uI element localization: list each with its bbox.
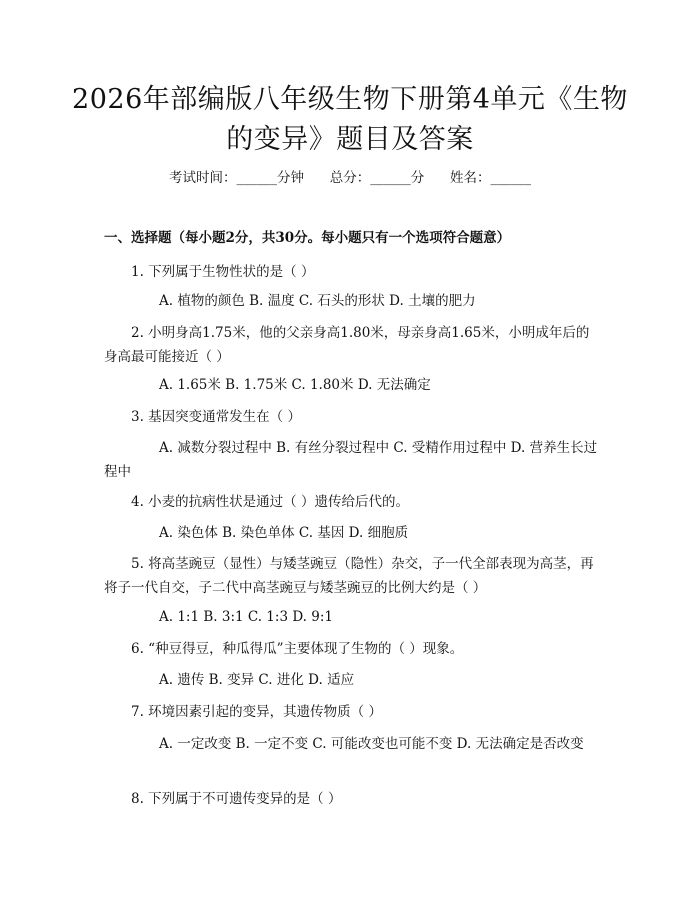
question-7: 7. 环境因素引起的变异，其遗传物质（ ） — [131, 704, 382, 720]
question-8: 8. 下列属于不可遗传变异的是（ ） — [131, 791, 342, 807]
question-4: 4. 小麦的抗病性状是通过（ ）遗传给后代的。 — [131, 494, 409, 510]
section-heading: 一、选择题（每小题2分，共30分。每小题只有一个选项符合题意） — [104, 230, 511, 246]
question-7-options: A. 一定改变 B. 一定不变 C. 可能改变也可能不变 D. 无法确定是否改变 — [159, 736, 584, 752]
document-title: 2026年部编版八年级生物下册第4单元《生物的变异》题目及答案 — [72, 84, 628, 155]
question-1: 1. 下列属于生物性状的是（ ） — [131, 264, 315, 280]
question-2-options: A. 1.65米 B. 1.75米 C. 1.80米 D. 无法确定 — [159, 377, 431, 393]
question-3: 3. 基因突变通常发生在（ ） — [131, 409, 301, 425]
question-2: 2. 小明身高1.75米，他的父亲身高1.80米，母亲身高1.65米，小明成年后的身高最可能接近（ ） — [104, 325, 590, 365]
question-6: 6. “种豆得豆，种瓜得瓜”主要体现了生物的（ ）现象。 — [131, 641, 464, 657]
exam-info-line: 考试时间：______分钟 总分：______分 姓名：______ — [169, 170, 531, 186]
question-1-options: A. 植物的颜色 B. 温度 C. 石头的形状 D. 土壤的肥力 — [159, 293, 476, 309]
question-6-options: A. 遗传 B. 变异 C. 进化 D. 适应 — [159, 672, 355, 688]
question-4-options: A. 染色体 B. 染色单体 C. 基因 D. 细胞质 — [159, 525, 409, 541]
question-5-options: A. 1:1 B. 3:1 C. 1:3 D. 9:1 — [159, 609, 333, 625]
question-3-options: A. 减数分裂过程中 B. 有丝分裂过程中 C. 受精作用过程中 D. 营养生长过程中 — [104, 440, 598, 480]
question-5: 5. 将高茎豌豆（显性）与矮茎豌豆（隐性）杂交，子一代全部表现为高茎，再将子一代自交，子二代中高茎豌豆与矮茎豌豆的比例大约是（ ） — [104, 556, 594, 596]
